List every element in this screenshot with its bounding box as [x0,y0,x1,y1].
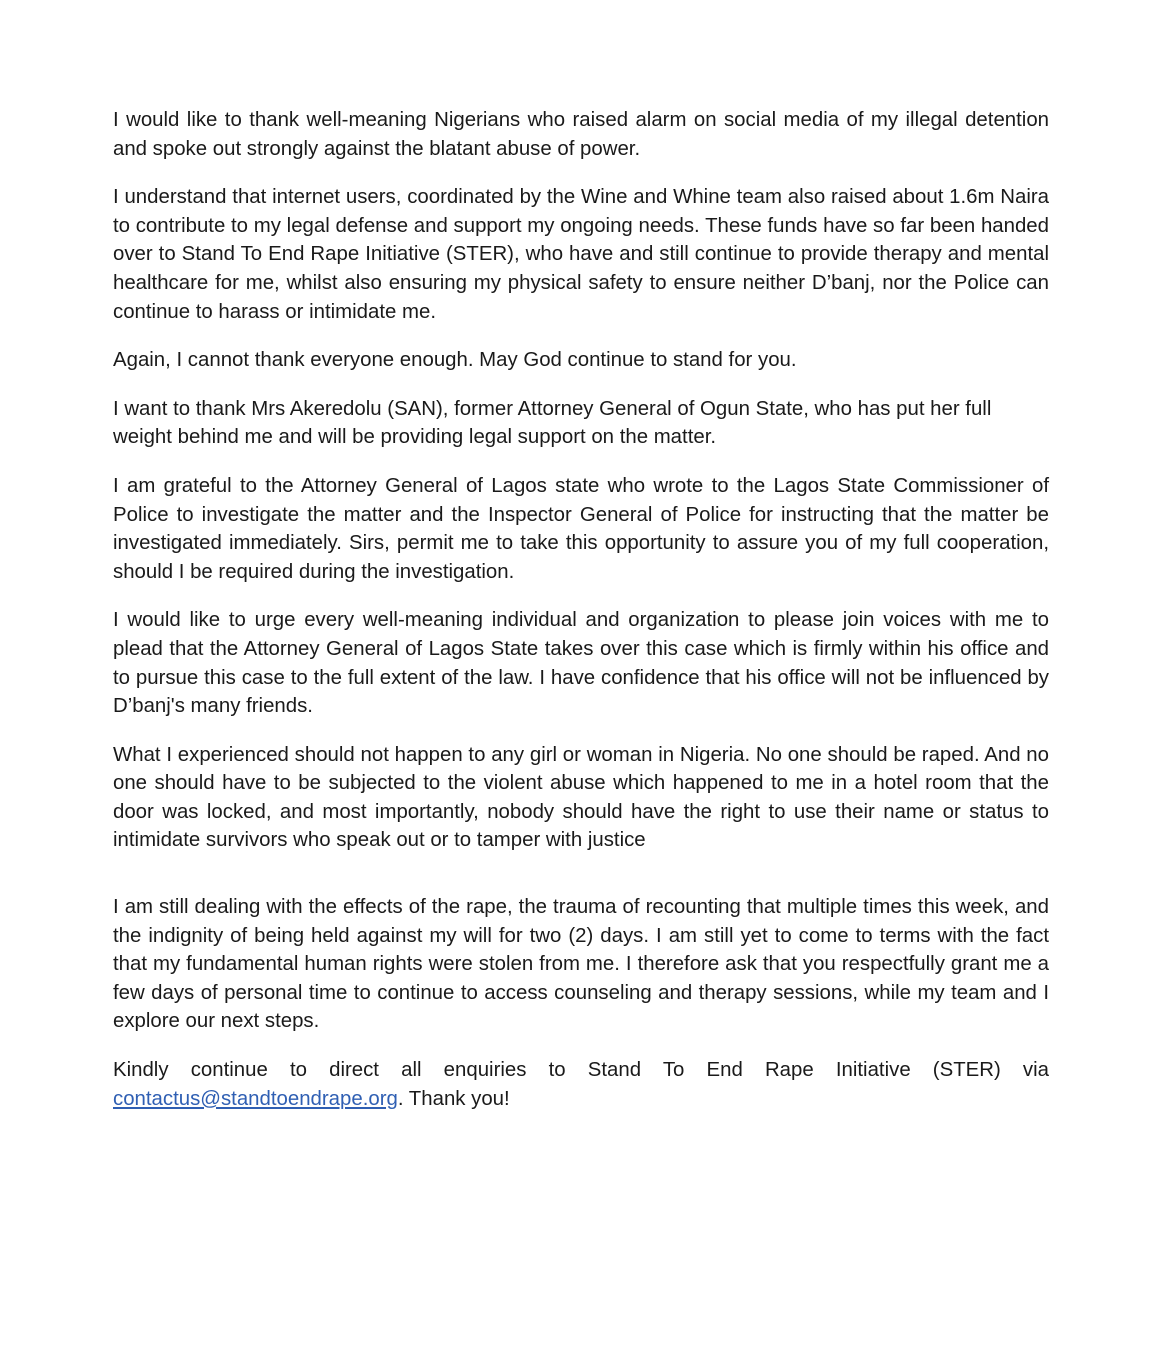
statement-document [113,106,1049,1133]
paragraph-experience: What I experienced should not happen to any girl or woman in Nigeria. No one should be raped. And no one should have to be subjected to the violent abuse which happened to me in a hotel room that the door was locked, and most importantly, nobody should have the right to use their name or status to intimidate survivors who speak out or to tamper with justice [113,743,1049,852]
paragraph-thanks-nigerians: I would like to thank well-meaning Nigerians who raised alarm on social media of my illegal detention and spoke out strongly against the blatant abuse of power. [113,109,1049,160]
contact-email-link[interactable]: contactus@standtoendrape.org [113,1087,398,1110]
paragraph-thank-everyone: Again, I cannot thank everyone enough. May God continue to stand for you. [113,349,797,372]
closing-text: Kindly continue to direct all enquiries to Stand To End Rape Initiative (STER) via [113,1059,1049,1082]
paragraph-urge-support: I would like to urge every well-meaning individual and organization to please join voices with me to plead that the Attorney General of Lagos State takes over this case which is firmly within his office and to pursue this case to the full extent of the law. I have confidence that his office will not be influenced by D’banj's many friends. [113,609,1049,718]
paragraph-thank-akeredolu: I want to thank Mrs Akeredolu (SAN), former Attorney General of Ogun State, who has put her full weight behind me and will be providing legal support on the matter. [113,397,992,449]
closing-thanks: . Thank you! [397,1087,510,1110]
paragraph-closing [113,1056,1049,1113]
paragraph-fundraising: I understand that internet users, coordinated by the Wine and Whine team also raised about 1.6m Naira to contribute to my legal defense and support my ongoing needs. These funds have so far been handed over to Stand To End Rape Initiative (STER), who have and still continue to provide therapy and mental healthcare for me, whilst also ensuring my physical safety to ensure neither D’banj, nor the Police can continue to harass or intimidate me. [113,186,1049,323]
paragraph-attorney-general: I am grateful to the Attorney General of Lagos state who wrote to the Lagos State Commissioner of Police to investigate the matter and the Inspector General of Police for instructing that the matter be investigated immediately. Sirs, permit me to take this opportunity to assure you of my full cooperation, should I be required during the investigation. [113,474,1049,583]
paragraph-trauma: I am still dealing with the effects of the rape, the trauma of recounting that multiple times this week, and the indignity of being held against my will for two (2) days. I am still yet to come to terms with the fact that my fundamental human rights were stolen from me. I therefore ask that you respectfully grant me a few days of personal time to continue to access counseling and therapy sessions, while my team and I explore our next steps. [113,896,1049,1033]
